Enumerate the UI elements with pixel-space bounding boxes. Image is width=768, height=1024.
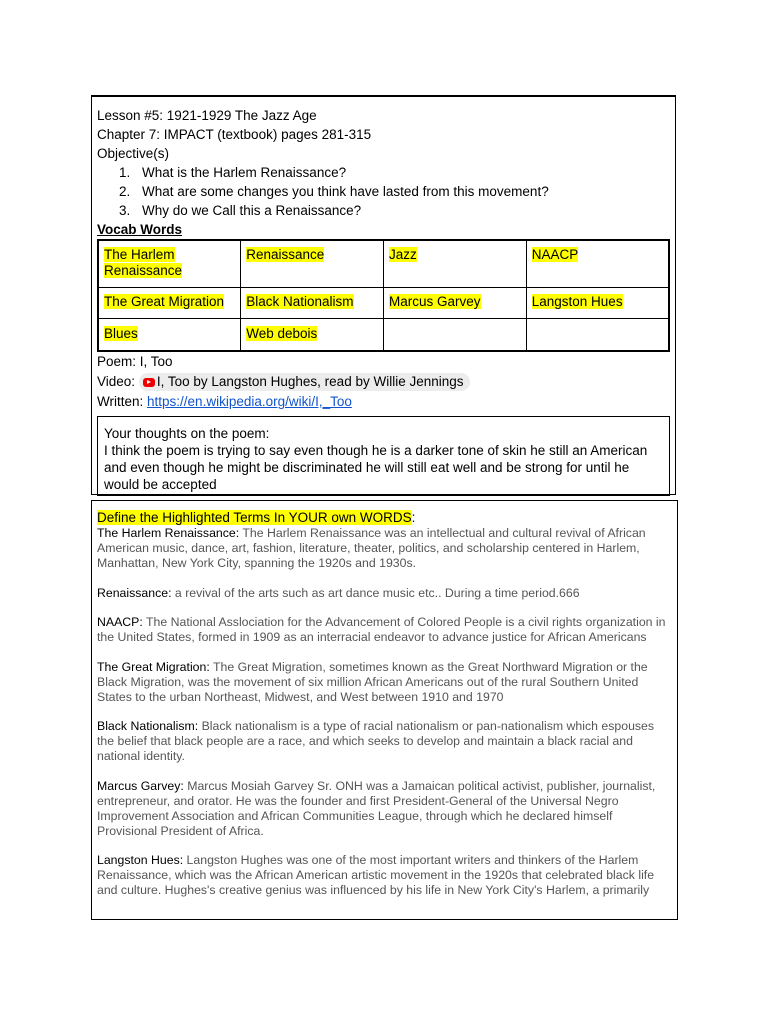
written-label: Written: — [97, 394, 144, 409]
definition-item — [97, 586, 672, 601]
definition-term: The Harlem Renaissance: — [97, 526, 240, 540]
video-line — [97, 372, 670, 391]
vocab-word: Renaissance — [246, 247, 325, 262]
definition-text: Langston Hughes was one of the most important writers and thinkers of the Harlem Renaissance, which was the African American artistic movement in the 1920s that celebrated black life and culture. Hughes's creative genius was influenced by his life in New York City's Harlem, a primarily — [97, 853, 655, 897]
definitions-heading — [97, 510, 672, 526]
vocab-word: Black Nationalism — [246, 294, 354, 309]
table-row — [98, 288, 669, 319]
objective-text: What is the Harlem Renaissance? — [142, 165, 347, 180]
objective-item — [97, 163, 670, 182]
lesson-title: Lesson #5: 1921-1929 The Jazz Age — [97, 108, 317, 123]
definition-item — [97, 853, 672, 898]
vocab-word: NAACP — [531, 247, 579, 262]
vocab-cell — [526, 288, 669, 319]
thoughts-text: I think the poem is trying to say even though he is a darker tone of skin he still an American and even though he might be discriminated he will still eat well and be strong for until he would be accepted — [104, 443, 648, 492]
definition-term: Marcus Garvey: — [97, 778, 184, 793]
vocab-cell — [241, 288, 384, 319]
vocab-cell — [98, 240, 241, 288]
vocab-word: Blues — [104, 326, 138, 341]
vocab-cell — [384, 288, 527, 319]
objective-item — [97, 201, 670, 220]
thoughts-label: Your thoughts on the poem: — [104, 426, 270, 441]
definition-term: NAACP: — [97, 615, 143, 629]
thoughts-box[interactable] — [97, 416, 670, 496]
vocab-cell-empty — [526, 319, 669, 352]
table-row — [98, 240, 669, 288]
definitions-heading-text: Define the Highlighted Terms In YOUR own WORDS — [97, 510, 412, 525]
definition-term: Renaissance: — [97, 585, 172, 600]
definition-item — [97, 526, 672, 571]
objective-text: What are some changes you think have lasted from this movement? — [142, 184, 549, 199]
vocab-word: Jazz — [389, 247, 417, 262]
definition-item — [97, 660, 672, 705]
lesson-box — [91, 95, 676, 495]
definition-item — [97, 779, 672, 839]
vocab-title: Vocab Words — [97, 222, 183, 237]
objectives-label: Objective(s) — [97, 146, 170, 161]
objective-text: Why do we Call this a Renaissance? — [142, 203, 362, 218]
youtube-icon — [143, 378, 155, 387]
vocab-cell-empty — [384, 319, 527, 352]
definition-item — [97, 615, 672, 645]
definition-text: Marcus Mosiah Garvey Sr. ONH was a Jamaican political activist, publisher, journalist, entrepreneur, and orator. He was the founder and first President-General of the Universal Negro Improvement Association and African Communities League, through which he declared himself Provisional President of Africa. — [97, 778, 656, 838]
definition-text: Black nationalism is a type of racial nationalism or pan-nationalism which espouses the belief that black people are a race, and which seeks to develop and maintain a black racial and national identity. — [97, 719, 655, 763]
definitions-box — [91, 500, 678, 920]
vocab-cell — [526, 240, 669, 288]
vocab-table — [97, 239, 670, 352]
definition-term: Langston Hues: — [97, 853, 184, 867]
definition-term: Black Nationalism: — [97, 719, 199, 733]
poem-line: Poem: I, Too — [97, 354, 173, 369]
table-row — [98, 319, 669, 352]
definitions-heading-colon: : — [411, 510, 416, 525]
chapter-line: Chapter 7: IMPACT (textbook) pages 281-315 — [97, 127, 372, 142]
written-line — [97, 392, 670, 411]
vocab-cell — [98, 288, 241, 319]
video-label: Video: — [97, 374, 136, 389]
vocab-cell — [241, 319, 384, 352]
objective-number: 2. — [119, 184, 131, 199]
objective-number: 1. — [119, 165, 131, 180]
definition-text: The Harlem Renaissance was an intellectual and cultural revival of African American music, dance, art, fashion, literature, theater, politics, and scholarship centered in Harlem, Manhattan, New York City, spanning the 1920s and 1930s. — [97, 526, 646, 570]
vocab-word: Langston Hues — [531, 294, 623, 309]
vocab-word: The Harlem Renaissance — [104, 247, 183, 278]
vocab-word: Web debois — [246, 326, 318, 341]
wikipedia-link[interactable]: https://en.wikipedia.org/wiki/I,_Too — [147, 394, 352, 409]
vocab-cell — [384, 240, 527, 288]
definition-text: a revival of the arts such as art dance music etc.. During a time period.666 — [171, 585, 580, 600]
vocab-cell — [98, 319, 241, 352]
video-chip-label: I, Too by Langston Hughes, read by Willie Jennings — [156, 374, 464, 389]
objective-item — [97, 182, 670, 201]
definition-text: The National Asslociation for the Advancement of Colored People is a civil rights organization in the United States, formed in 1909 as an interracial endeavor to advance justice for African Americans — [97, 615, 666, 644]
definition-term: The Great Migration: — [97, 659, 210, 674]
objective-number: 3. — [119, 203, 131, 218]
definition-item — [97, 719, 672, 764]
vocab-word: The Great Migration — [104, 294, 225, 309]
vocab-word: Marcus Garvey — [389, 294, 481, 309]
video-chip[interactable] — [139, 373, 470, 391]
vocab-cell — [241, 240, 384, 288]
definition-text: The Great Migration, sometimes known as the Great Northward Migration or the Black Migration, was the movement of six million African Americans out of the rural Southern United States to the urban Northeast, Midwest, and West between 1910 and 1970 — [97, 659, 648, 704]
